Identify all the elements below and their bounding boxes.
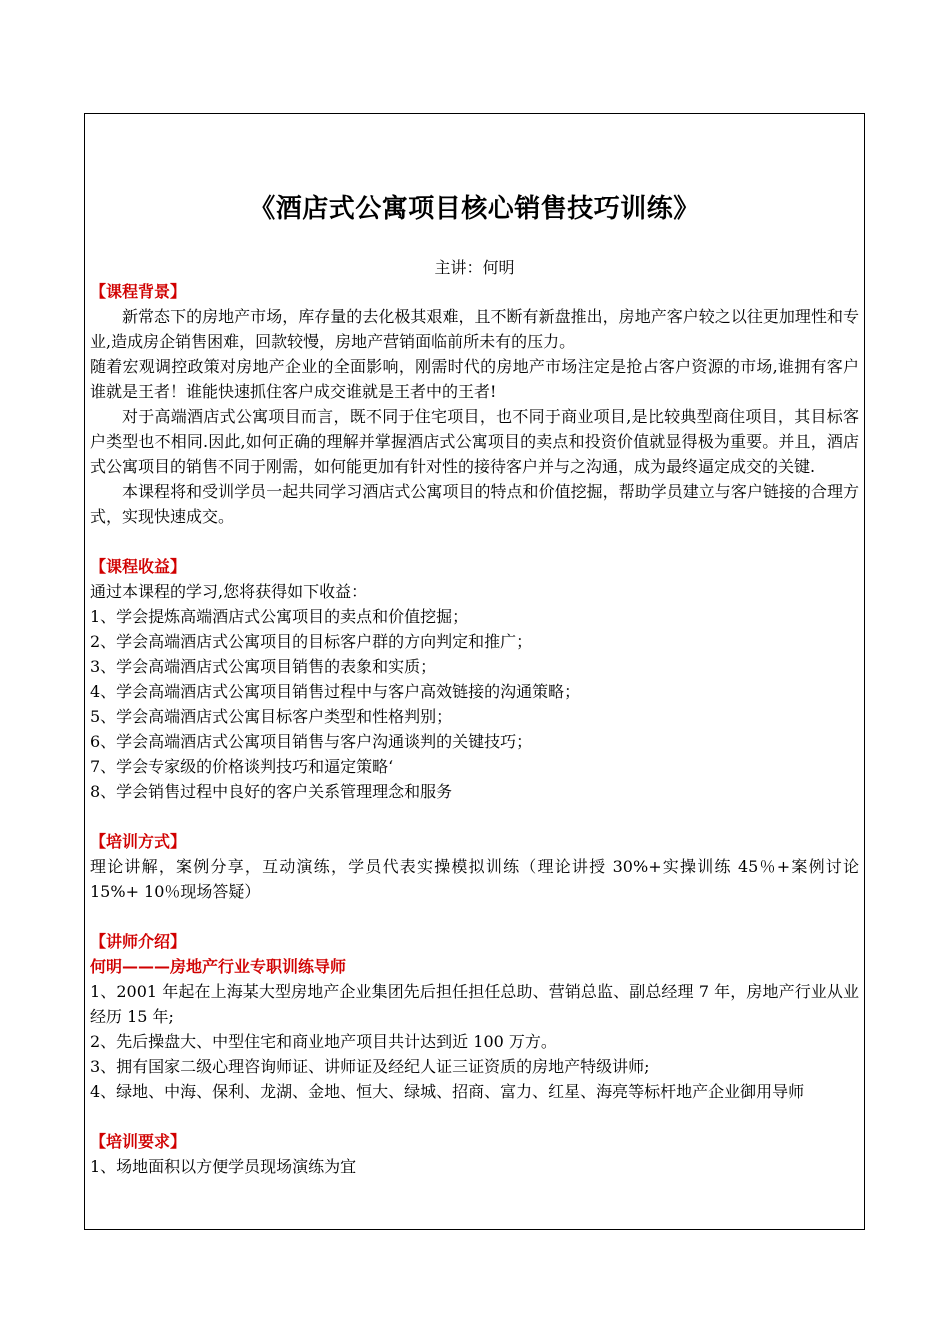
requirement-item: 1、场地面积以方便学员现场演练为宜 (90, 1157, 357, 1176)
background-paragraph: 随着宏观调控政策对房地产企业的全面影响，刚需时代的房地产市场注定是抢占客户资源的市场,谁拥有客户谁就是王者！谁能快速抓住客户成交谁就是王者中的王者! (90, 357, 859, 401)
benefit-item: 1、学会提炼高端酒店式公寓项目的卖点和价值挖掘； (90, 607, 469, 626)
document-title: 《酒店式公寓项目核心销售技巧训练》 (249, 194, 700, 224)
benefit-item: 8、学会销售过程中良好的客户关系管理理念和服务 (90, 782, 453, 801)
section-heading-method: 【培训方式】 (90, 832, 187, 851)
benefit-item: 6、学会高端酒店式公寓项目销售与客户沟通谈判的关键技巧； (90, 732, 533, 751)
instructor-item: 2、先后操盘大、中型住宅和商业地产项目共计达到近 100 万方。 (90, 1032, 557, 1051)
benefits-intro: 通过本课程的学习,您将获得如下收益： (90, 582, 368, 601)
lecturer-line: 主讲：何明 (434, 258, 515, 277)
benefit-item: 7、学会专家级的价格谈判技巧和逼定策略‘ (90, 757, 394, 776)
background-paragraph: 新常态下的房地产市场，库存量的去化极其艰难，且不断有新盘推出，房地产客户较之以往更加理性和专业,造成房企销售困难，回款较慢，房地产营销面临前所未有的压力。 (90, 307, 859, 351)
method-text: 理论讲解，案例分享，互动演练，学员代表实操模拟训练（理论讲授 30%+实操训练 45％+案例讨论 15%+ 10％现场答疑） (90, 857, 859, 901)
section-heading-benefits: 【课程收益】 (90, 557, 187, 576)
section-heading-instructor: 【讲师介绍】 (90, 932, 187, 951)
instructor-item: 3、拥有国家二级心理咨询师证、讲师证及经纪人证三证资质的房地产特级讲师; (90, 1057, 650, 1076)
section-heading-requirements: 【培训要求】 (90, 1132, 187, 1151)
benefit-item: 5、学会高端酒店式公寓目标客户类型和性格判别； (90, 707, 453, 726)
document-frame (84, 113, 865, 1230)
section-heading-background: 【课程背景】 (90, 282, 187, 301)
instructor-item: 1、2001 年起在上海某大型房地产企业集团先后担任担任总助、营销总监、副总经理 7 年，房地产行业从业经历 15 年; (90, 982, 859, 1026)
background-paragraph: 本课程将和受训学员一起共同学习酒店式公寓项目的特点和价值挖掘，帮助学员建立与客户链接的合理方式，实现快速成交。 (90, 482, 859, 526)
instructor-name-line: 何明———房地产行业专职训练导师 (90, 957, 347, 976)
document-content (90, 279, 859, 1179)
benefit-item: 4、学会高端酒店式公寓项目销售过程中与客户高效链接的沟通策略； (90, 682, 581, 701)
instructor-item: 4、绿地、中海、保利、龙湖、金地、恒大、绿城、招商、富力、红星、海亮等标杆地产企业御用导师 (90, 1082, 805, 1101)
background-paragraph: 对于高端酒店式公寓项目而言，既不同于住宅项目，也不同于商业项目,是比较典型商住项目，其目标客户类型也不相同.因此,如何正确的理解并掌握酒店式公寓项目的卖点和投资价值就显得极为重要。并且，酒店式公寓项目的销售不同于刚需，如何能更加有针对性的接待客户并与之沟通，成为最终逼定成交的关键. (90, 407, 859, 476)
benefit-item: 3、学会高端酒店式公寓项目销售的表象和实质； (90, 657, 437, 676)
benefit-item: 2、学会高端酒店式公寓项目的目标客户群的方向判定和推广； (90, 632, 533, 651)
